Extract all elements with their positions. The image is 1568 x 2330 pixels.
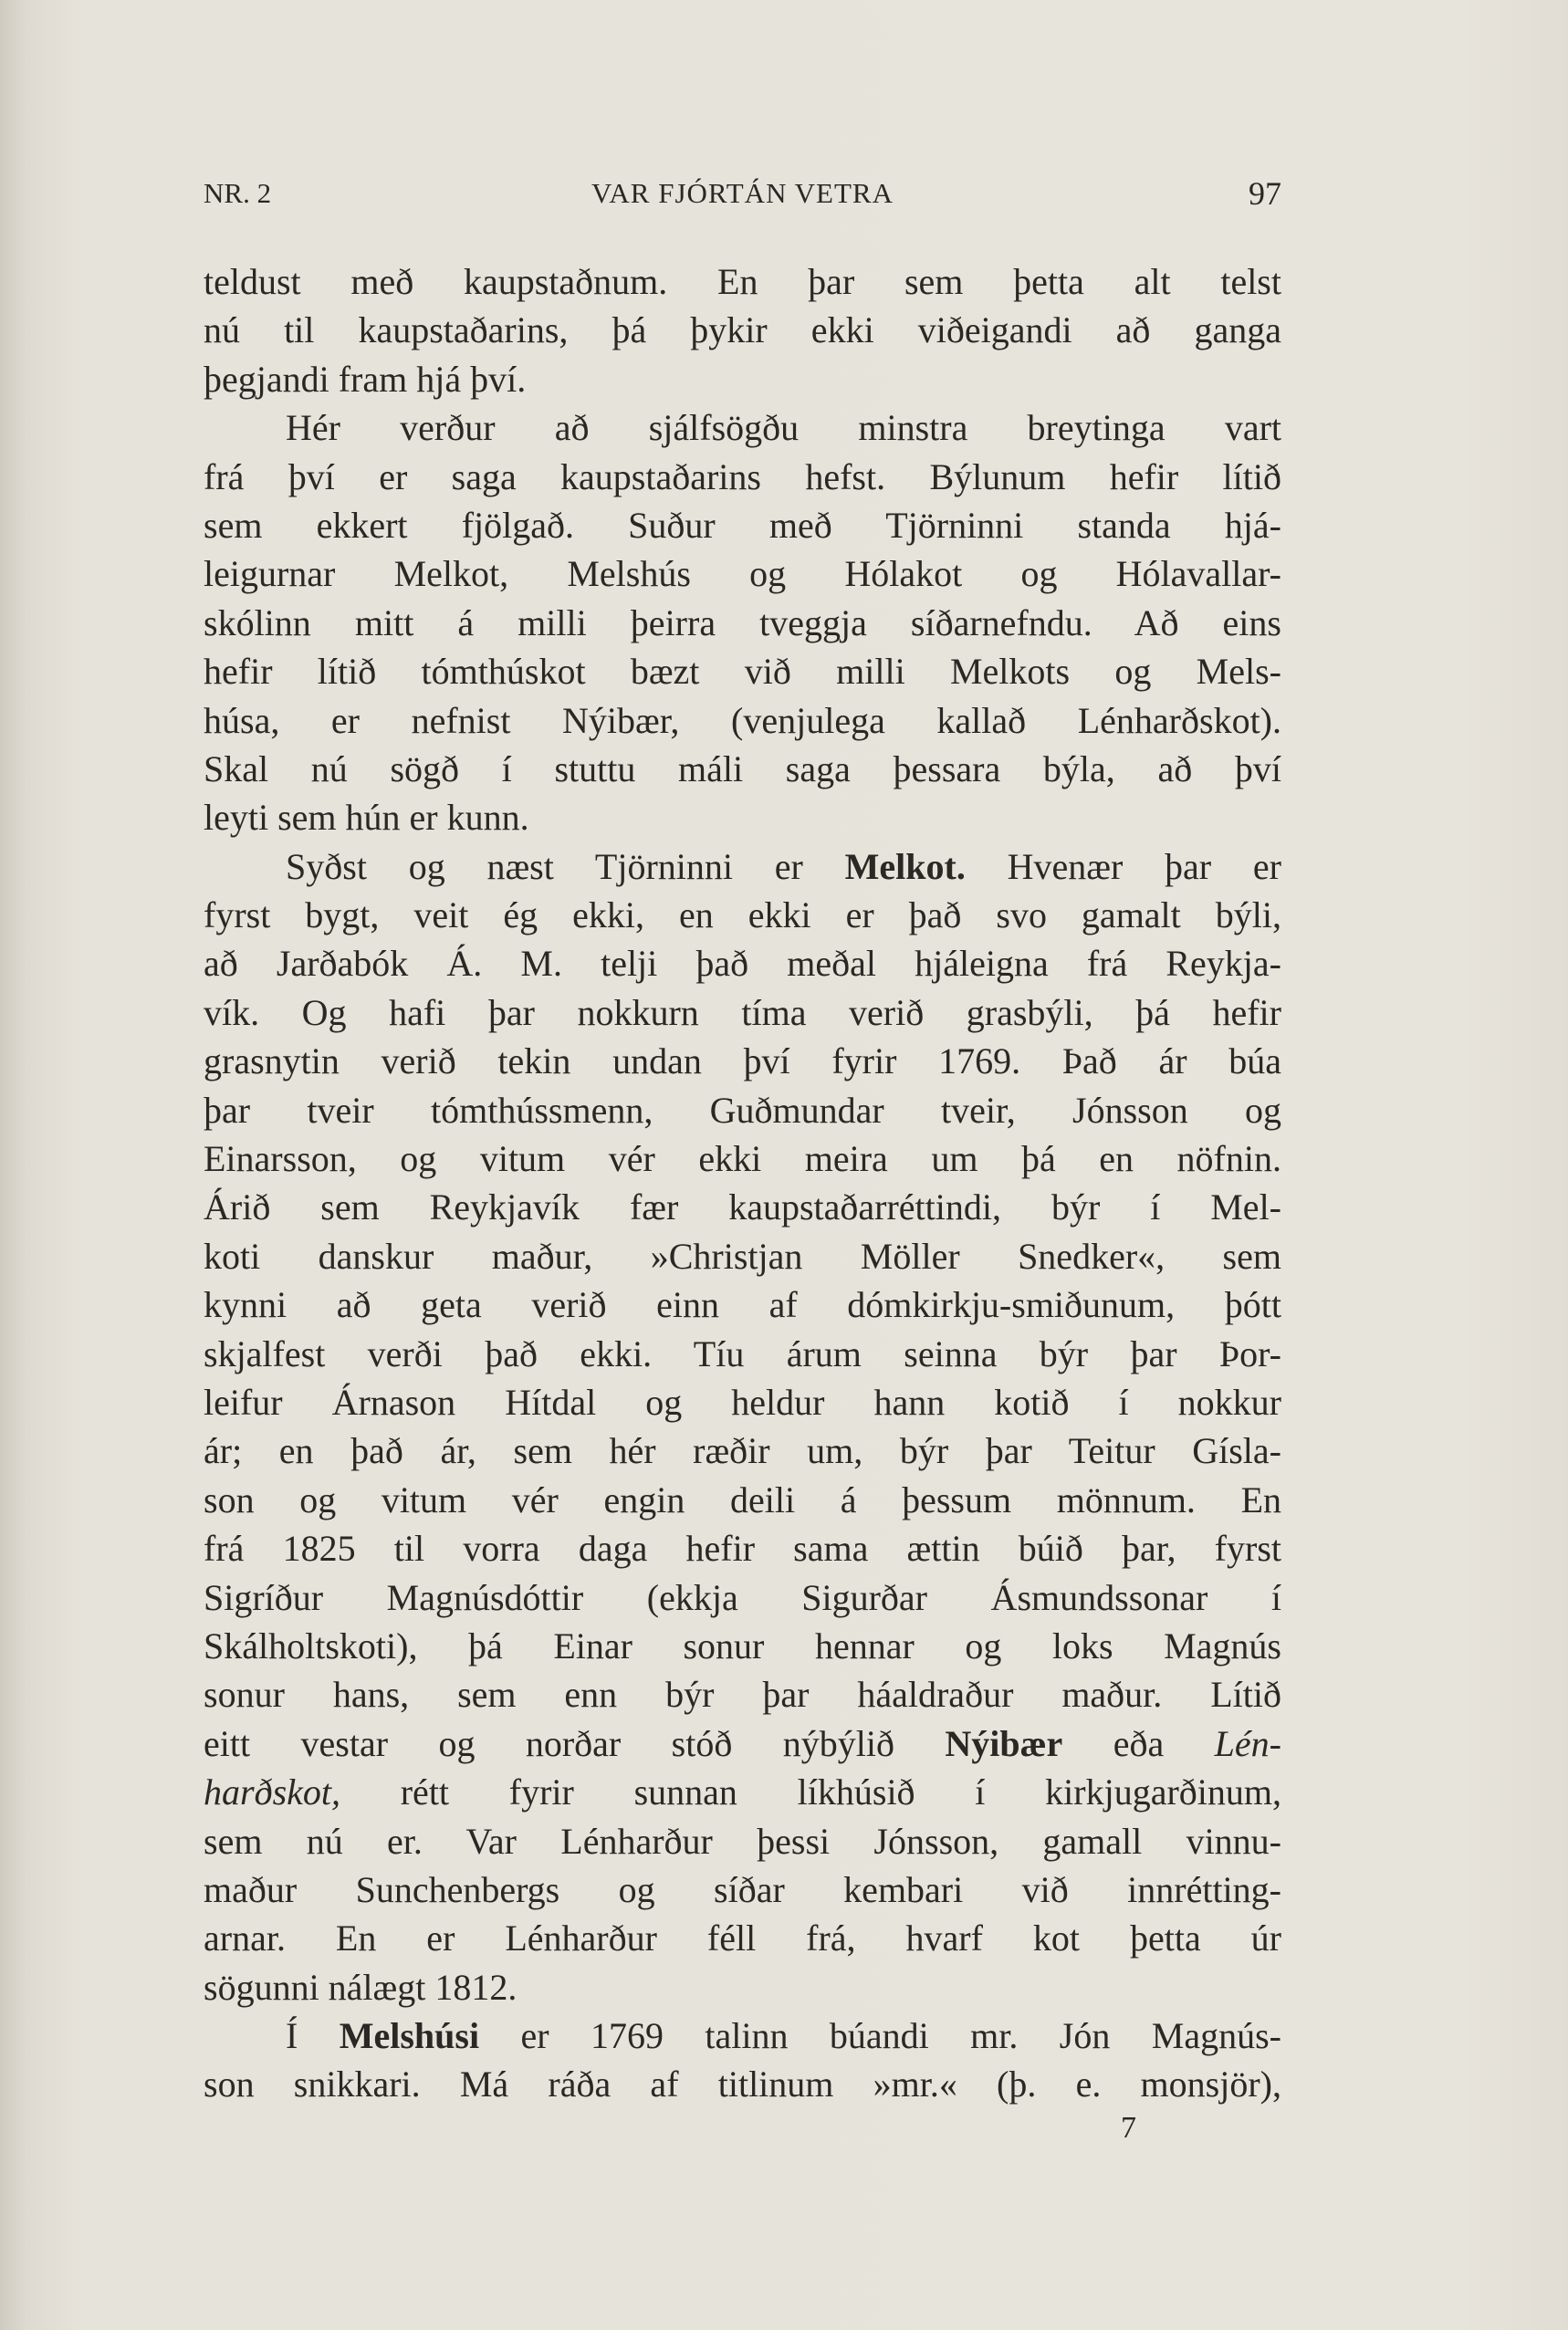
text-line (204, 1719, 1281, 1768)
text-run: Syðst og næst Tjörninni er (286, 845, 845, 887)
text-line: son snikkari. Má ráða af titlinum »mr.« (þ. e. monsjör), (204, 2064, 1281, 2105)
text-run: Í (286, 2015, 340, 2057)
text-line: skjalfest verði það ekki. Tíu árum seinna býr þar Þor- (204, 1332, 1281, 1374)
text-line: þegjandi fram hjá því. (204, 358, 527, 400)
text-line: son og vitum vér engin deili á þessum mönnum. En (204, 1478, 1281, 1520)
text-line (204, 2011, 1281, 2060)
italic-name: harðskot, (204, 1771, 340, 1813)
text-run: rétt fyrir sunnan líkhúsið í kirkjugarðinum, (340, 1771, 1281, 1813)
text-run: eitt vestar og norðar stóð nýbýlið (204, 1722, 946, 1764)
running-header (204, 173, 1281, 214)
text-line: maður Sunchenbergs og síðar kembari við innrétting- (204, 1868, 1281, 1910)
text-line: þar tveir tómthússmenn, Guðmundar tveir, Jónsson og (204, 1089, 1281, 1131)
text-line: koti danskur maður, »Christjan Möller Snedker«, sem (204, 1235, 1281, 1277)
text-line: sem nú er. Var Lénharður þessi Jónsson, gamall vinnu- (204, 1820, 1281, 1862)
text-line (204, 842, 1281, 891)
text-line: frá því er saga kaupstaðarins hefst. Býlunum hefir lítið (204, 455, 1281, 497)
text-line: sonur hans, sem enn býr þar háaldraður maður. Lítið (204, 1674, 1281, 1716)
text-line: ár; en það ár, sem hér ræðir um, býr þar Teitur Gísla- (204, 1430, 1281, 1472)
signature-mark: 7 (1121, 2111, 1136, 2145)
text-line: teldust með kaupstaðnum. En þar sem þetta alt telst (204, 261, 1281, 302)
text-line: kynni að geta verið einn af dómkirkju-smiðunum, þótt (204, 1284, 1281, 1326)
bold-place-name: Melkot. (844, 845, 966, 887)
text-line: arnar. En er Lénharður féll frá, hvarf kot þetta úr (204, 1917, 1281, 1959)
text-line: leigurnar Melkot, Melshús og Hólakot og Hólavallar- (204, 553, 1281, 595)
text-line: Hér verður að sjálfsögðu minstra breytinga vart (286, 407, 1281, 449)
italic-name: Lén- (1214, 1722, 1281, 1764)
text-line: að Jarðabók Á. M. telji það meðal hjáleigna frá Reykja- (204, 943, 1281, 985)
text-line: leyti sem hún er kunn. (204, 797, 529, 839)
text-line: vík. Og hafi þar nokkurn tíma verið grasbýli, þá hefir (204, 991, 1281, 1033)
text-line: sem ekkert fjölgað. Suður með Tjörninni standa hjá- (204, 504, 1281, 546)
text-line: nú til kaupstaðarins, þá þykir ekki viðeigandi að ganga (204, 309, 1281, 351)
running-title: VAR FJÓRTÁN VETRA (591, 177, 894, 209)
text-line: fyrst bygt, veit ég ekki, en ekki er það svo gamalt býli, (204, 894, 1281, 936)
text-run: eða (1062, 1722, 1215, 1764)
text-line: hefir lítið tómthúskot bæzt við milli Melkots og Mels- (204, 651, 1281, 693)
text-line: Árið sem Reykjavík fær kaupstaðarréttindi, býr í Mel- (204, 1186, 1281, 1228)
page-number: 97 (1249, 175, 1281, 212)
text-line: frá 1825 til vorra daga hefir sama ættin búið þar, fyrst (204, 1528, 1281, 1570)
text-line: Sigríður Magnúsdóttir (ekkja Sigurðar Ásmundssonar í (204, 1576, 1281, 1618)
text-run: er 1769 talinn búandi mr. Jón Magnús- (479, 2015, 1281, 2057)
text-line: húsa, er nefnist Nýibær, (venjulega kallað Lénharðskot). (204, 699, 1281, 741)
text-line: skólinn mitt á milli þeirra tveggja síðarnefndu. Að eins (204, 601, 1281, 643)
text-line: leifur Árnason Hítdal og heldur hann kotið í nokkur (204, 1381, 1281, 1423)
text-run: Hvenær þar er (965, 845, 1281, 887)
text-line: grasnytin verið tekin undan því fyrir 1769. Það ár búa (204, 1040, 1281, 1082)
issue-number: NR. 2 (204, 177, 272, 209)
text-line: Skálholtskoti), þá Einar sonur hennar og loks Magnús (204, 1625, 1281, 1667)
body-text (204, 257, 1281, 2109)
bold-place-name: Melshúsi (339, 2015, 480, 2057)
text-line: sögunni nálægt 1812. (204, 1966, 517, 2008)
text-line (204, 1768, 1281, 1816)
bold-place-name: Nýibær (945, 1722, 1063, 1764)
text-line: Einarsson, og vitum vér ekki meira um þá en nöfnin. (204, 1138, 1281, 1180)
text-line: Skal nú sögð í stuttu máli saga þessara býla, að því (204, 747, 1281, 789)
